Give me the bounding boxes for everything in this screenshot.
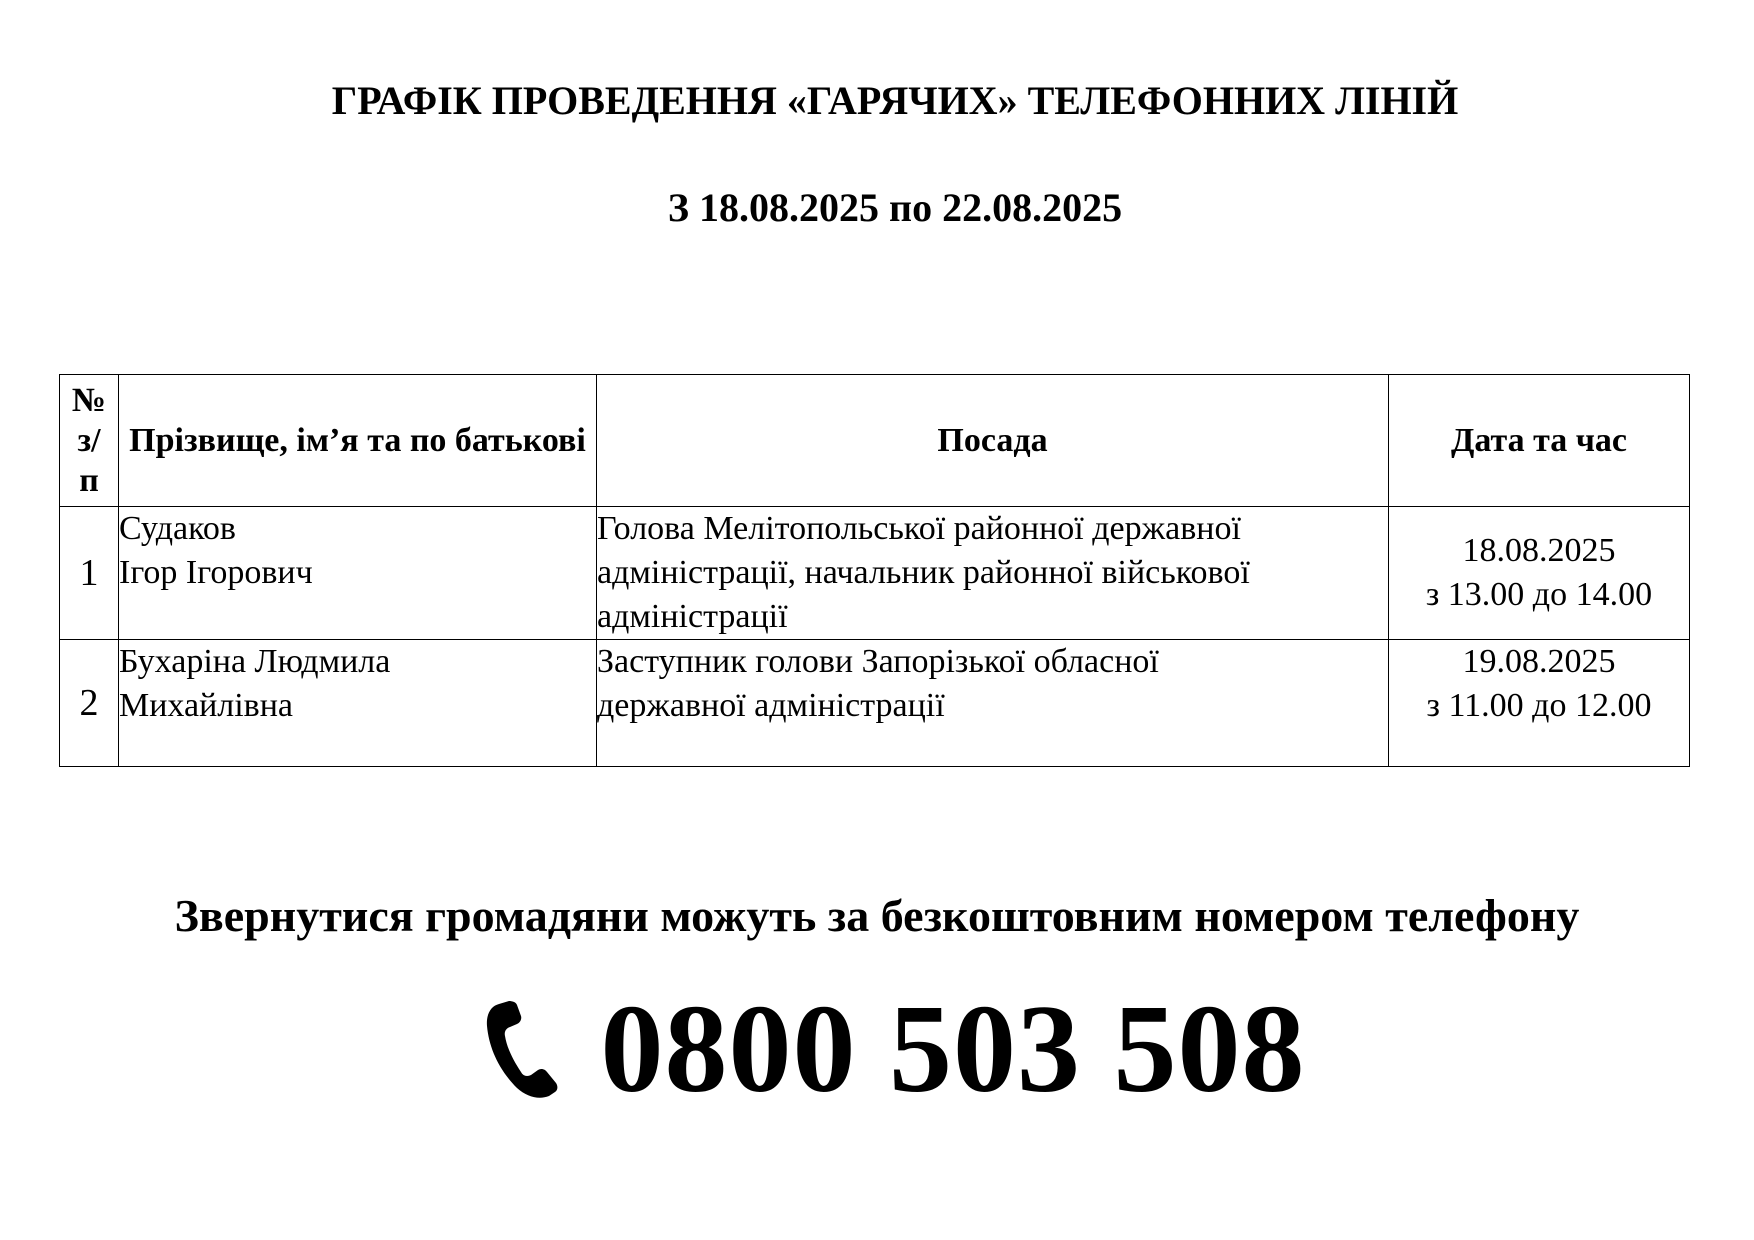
hotline-schedule-table [59,374,1690,767]
column-header-position: Посада [597,375,1389,507]
column-header-datetime: Дата та час [1389,375,1690,507]
person-position: Голова Мелітопольської районної державної адміністрації, начальник районної військової адміністрації [597,507,1389,640]
column-header-number: № з/ п [60,375,119,507]
column-header-name: Прізвище, ім’я та по батькові [119,375,597,507]
hotline-datetime: 19.08.2025 з 11.00 до 12.00 [1389,640,1690,767]
person-position: Заступник голови Запорізької обласної державної адміністрації [597,640,1389,767]
schedule-period: З 18.08.2025 по 22.08.2025 [667,185,1123,230]
person-name: Бухаріна Людмила Михайлівна [119,640,597,767]
row-number: 1 [60,507,119,640]
row-number: 2 [60,640,119,767]
phone-number: 0800 503 508 [600,980,1306,1119]
page-title: ГРАФІК ПРОВЕДЕННЯ «ГАРЯЧИХ» ТЕЛЕФОННИХ ЛІНІЙ [331,78,1459,123]
table-row [60,640,1690,767]
person-name: Судаков Ігор Ігорович [119,507,597,640]
phone-handset-icon [485,1000,563,1100]
table-header-row [60,375,1690,507]
table-row [60,507,1690,640]
hotline-datetime: 18.08.2025 з 13.00 до 14.00 [1389,507,1690,640]
phone-block [0,980,1754,1119]
contact-notice: Звернутися громадяни можуть за безкоштовним номером телефону [174,890,1580,941]
